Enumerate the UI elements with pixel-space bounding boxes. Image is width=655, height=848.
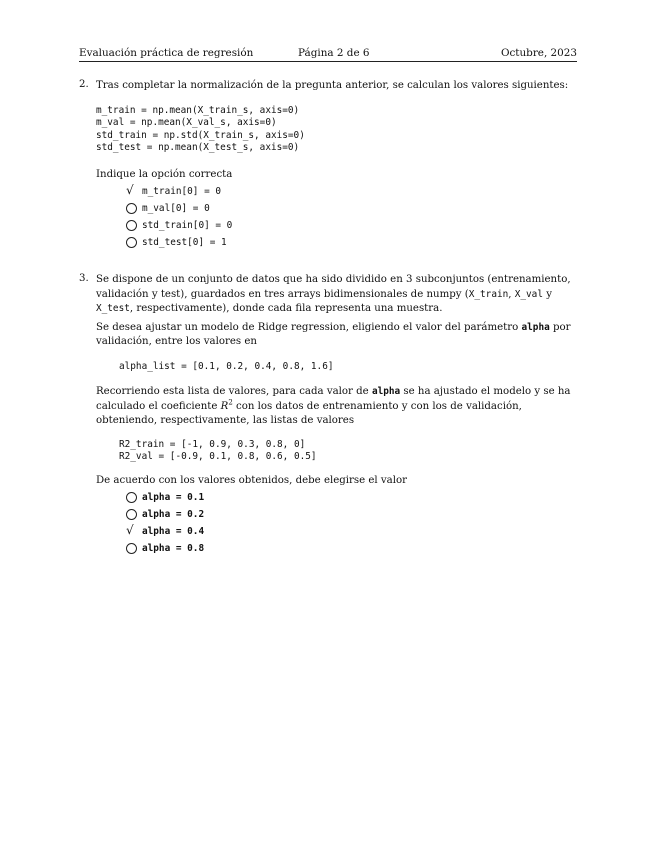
radio-circle-icon — [126, 203, 137, 214]
checkmark-icon: √ — [126, 523, 134, 538]
option-alpha-0-1[interactable] — [126, 489, 577, 506]
radio-circle-icon — [126, 509, 137, 520]
question-3-paragraph-2: Se desea ajustar un modelo de Ridge regression, eligiendo el valor del parámetro alpha por validación, entre los valores en — [96, 321, 571, 347]
option-label: alpha = 0.4 — [142, 526, 205, 538]
option-label: alpha = 0.1 — [142, 492, 205, 504]
code-line: R2_train = [-1, 0.9, 0.3, 0.8, 0] — [119, 438, 306, 450]
code-line: m_val = np.mean(X_val_s, axis=0) — [96, 117, 277, 129]
radio-circle-icon — [126, 237, 137, 248]
option-alpha-0-4[interactable] — [126, 523, 577, 540]
question-2-code-block — [96, 105, 577, 155]
r2-code-block — [119, 439, 577, 464]
header-date: Octubre, 2023 — [500, 47, 577, 59]
header-page-number: Página 2 de 6 — [298, 47, 370, 59]
page-header — [79, 47, 577, 62]
code-x-test: X_test — [96, 303, 130, 314]
code-line: std_test = np.mean(X_test_s, axis=0) — [96, 142, 300, 154]
checkmark-icon: √ — [126, 183, 134, 198]
code-alpha: alpha — [371, 386, 401, 398]
radio-circle-icon — [126, 492, 137, 503]
header-title: Evaluación práctica de regresión — [79, 47, 254, 59]
option-alpha-0-2[interactable] — [126, 506, 577, 523]
code-alpha: alpha — [521, 321, 550, 333]
code-x-val: X_val — [514, 288, 543, 300]
option-label: alpha = 0.2 — [142, 509, 205, 521]
option-std-test[interactable] — [126, 234, 577, 251]
question-3-number: 3. — [79, 273, 89, 284]
question-3-paragraph-1: Se dispone de un conjunto de datos que ha sido dividido en 3 subconjuntos (entrenamiento, validación y test), guardados en tres arrays bidimensionales de numpy (X_train, X_val y X_test, respectivamente), donde cada fila representa una muestra. — [96, 274, 571, 314]
question-2-number: 2. — [79, 79, 89, 90]
code-line: m_train = np.mean(X_train_s, axis=0) — [96, 104, 300, 116]
question-3-paragraph-3: Recorriendo esta lista de valores, para cada valor de alpha se ha ajustado el modelo y se ha calculado el coeficiente $R^2$ con los datos de entrenamiento y con los de validación, obteniendo, respectivamente, las listas de valores — [96, 386, 571, 427]
option-alpha-0-8[interactable] — [126, 540, 577, 557]
radio-circle-icon — [126, 220, 137, 231]
code-x-train: X_train — [468, 288, 509, 300]
option-label: alpha = 0.8 — [142, 543, 205, 555]
option-label: m_train[0] = 0 — [142, 186, 222, 198]
option-m-train[interactable] — [126, 183, 577, 200]
option-label: std_test[0] = 1 — [142, 237, 227, 249]
radio-circle-icon — [126, 543, 137, 554]
question-3-options — [126, 489, 577, 557]
option-m-val[interactable] — [126, 200, 577, 217]
option-label: std_train[0] = 0 — [142, 220, 233, 232]
option-std-train[interactable] — [126, 217, 577, 234]
question-2-intro: Tras completar la normalización de la pregunta anterior, se calculan los valores siguientes: — [96, 80, 569, 91]
code-line: R2_val = [-0.9, 0.1, 0.8, 0.6, 0.5] — [119, 451, 317, 463]
code-line: std_train = np.std(X_train_s, axis=0) — [96, 129, 305, 141]
alpha-list-code: alpha_list = [0.1, 0.2, 0.4, 0.8, 1.6] — [119, 360, 334, 372]
question-2-prompt: Indique la opción correcta — [96, 168, 233, 180]
question-2-options — [126, 183, 577, 251]
option-label: m_val[0] = 0 — [142, 203, 210, 215]
question-3-prompt: De acuerdo con los valores obtenidos, debe elegirse el valor — [96, 474, 408, 486]
